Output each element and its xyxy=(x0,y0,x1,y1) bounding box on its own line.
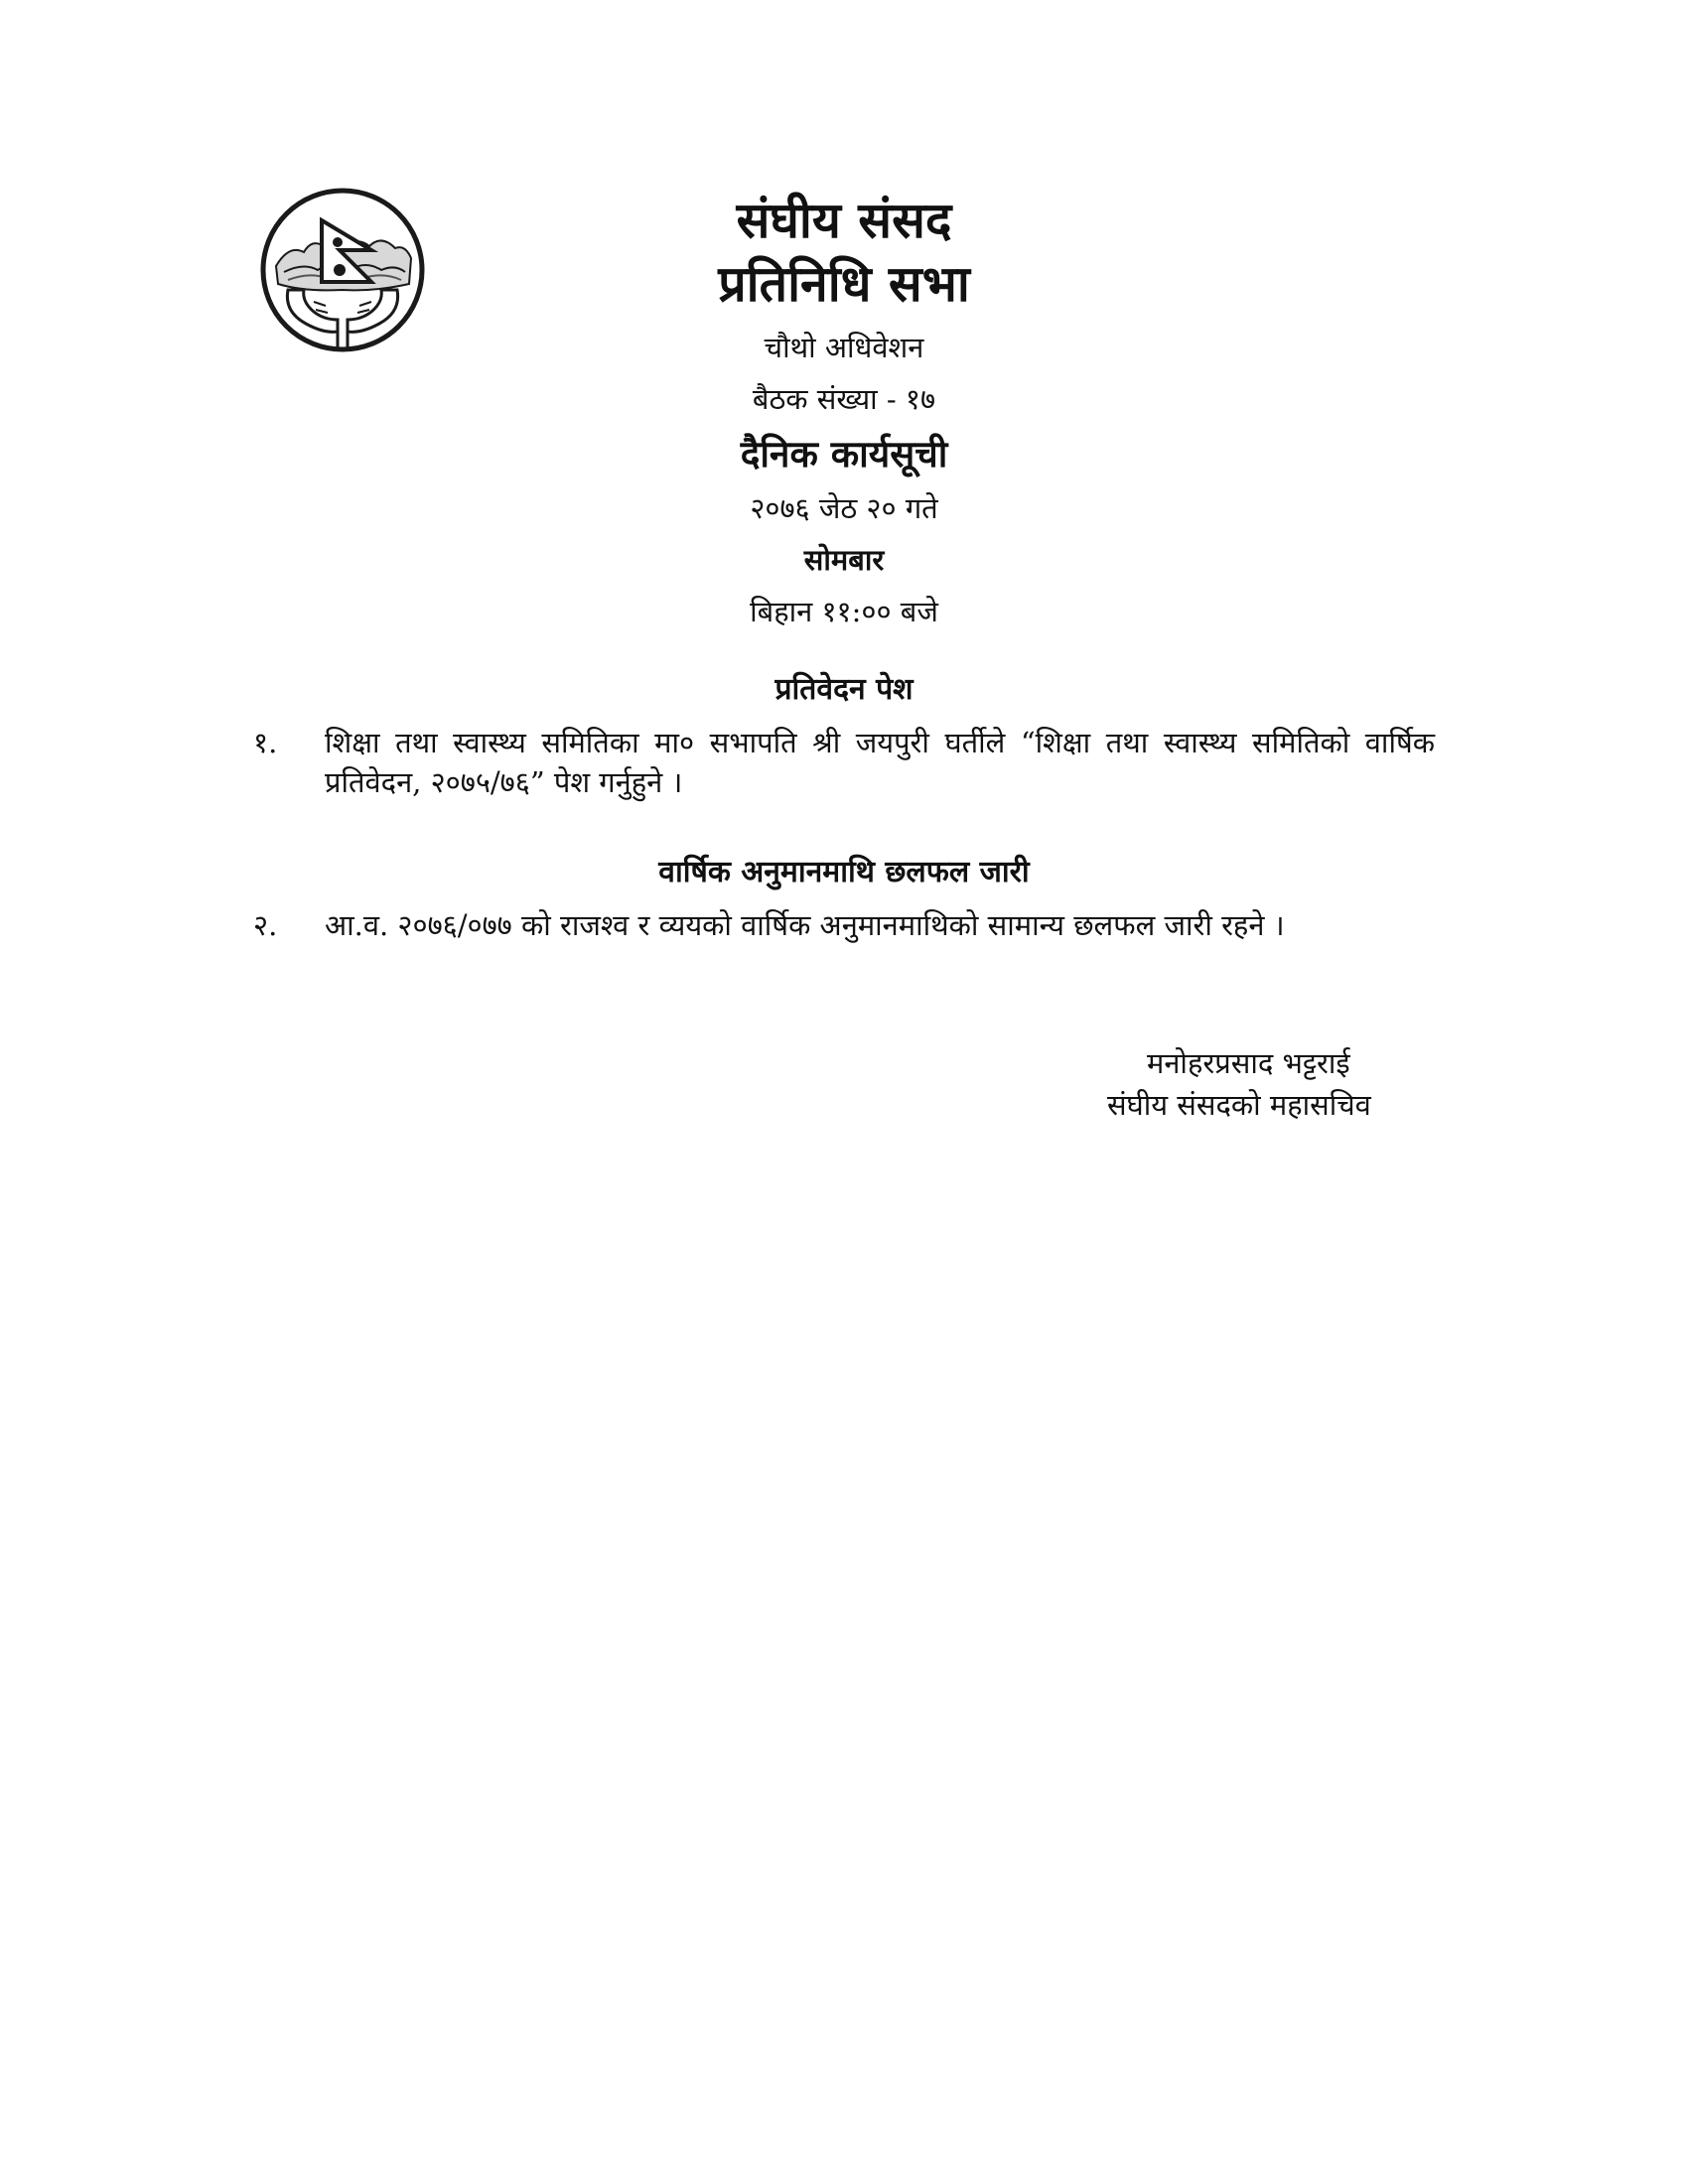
agenda-time: बिहान ११:०० बजे xyxy=(750,595,938,628)
section-heading-budget: वार्षिक अनुमानमाथि छलफल जारी xyxy=(658,855,1030,889)
signatory-title: संघीय संसदको महासचिव xyxy=(1107,1088,1371,1122)
agenda-weekday: सोमबार xyxy=(803,543,885,577)
item-number: १. xyxy=(253,726,278,759)
list-item xyxy=(253,905,1435,995)
agenda-title: दैनिक कार्यसूची xyxy=(740,432,948,476)
item-text: आ.व. २०७६/०७७ को राजश्व र व्ययको वार्षिक अनुमानमाथिको सामान्य छलफल जारी रहने । xyxy=(325,908,1285,942)
item-number: २. xyxy=(253,908,278,942)
meeting-number: बैठक संख्या - १७ xyxy=(752,382,936,416)
document-header xyxy=(496,189,1192,637)
item-text: शिक्षा तथा स्वास्थ्य समितिका मा० सभापति श्री जयपुरी घर्तीले “शिक्षा तथा स्वास्थ्य समितिको वार्षिक प्रतिवेदन, २०७५/७६” पेश गर्नुहुने । xyxy=(325,726,1435,799)
parliament-emblem-icon xyxy=(254,187,431,361)
list-item xyxy=(253,723,1435,812)
section-heading-report: प्रतिवेदन पेश xyxy=(774,672,914,707)
signature-block xyxy=(1072,1042,1470,1126)
org-title: संघीय संसद xyxy=(736,191,952,249)
session-label: चौथो अधिवेशन xyxy=(764,331,924,364)
signatory-name: मनोहरप्रसाद भट्टराई xyxy=(1147,1046,1350,1080)
agenda-date: २०७६ जेठ २० गते xyxy=(750,491,938,525)
house-title: प्रतिनिधि सभा xyxy=(718,254,970,313)
